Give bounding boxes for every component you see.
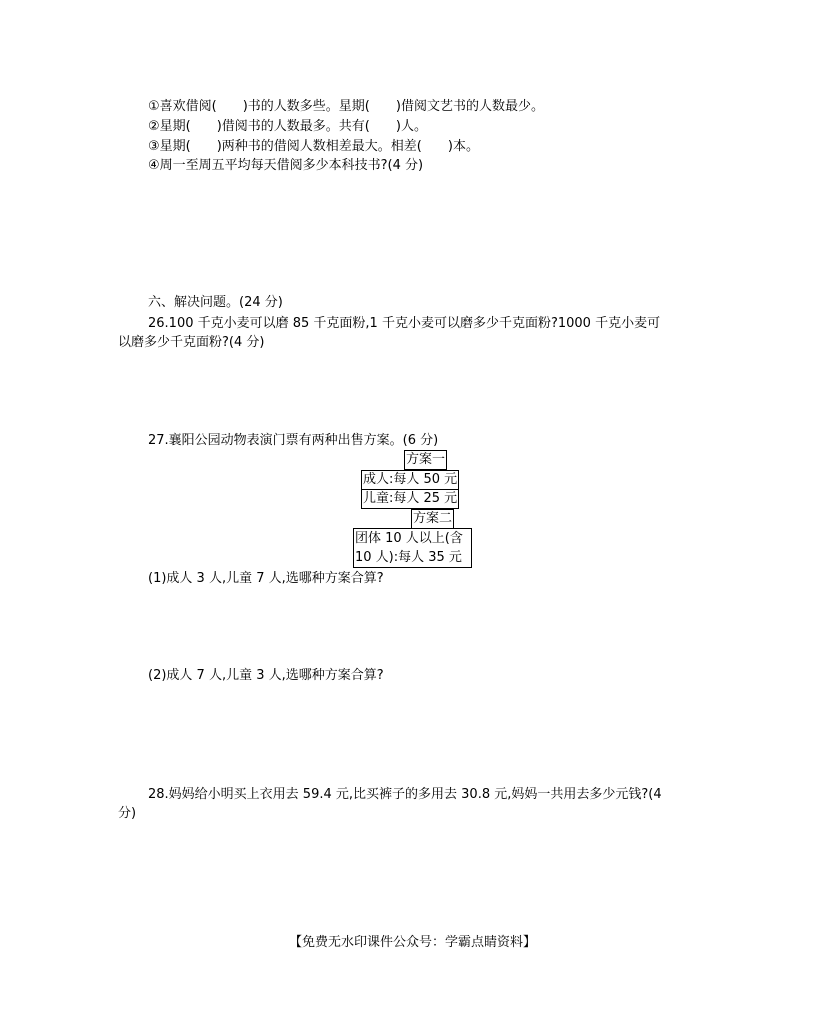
- plan-2-line-1: 团体 10 人以上(含: [355, 531, 463, 546]
- footer-text: 【免费无水印课件公众号：学霸点睛资料】: [288, 935, 536, 950]
- question-28-line-2: 分): [118, 806, 137, 821]
- question-28-line-1: 28.妈妈给小明买上衣用去 59.4 元,比买裤子的多用去 30.8 元,妈妈一共用去多少元钱?(4: [148, 787, 662, 802]
- question-26-line-2: 以磨多少千克面粉?(4 分): [118, 335, 265, 350]
- question-27-sub-1: (1)成人 3 人,儿童 7 人,选哪种方案合算?: [148, 571, 384, 586]
- plan-1-adult-box: 成人:每人 50 元: [361, 470, 459, 490]
- question-27-intro: 27.襄阳公园动物表演门票有两种出售方案。(6 分): [148, 433, 439, 448]
- plan-1-title-box: 方案一: [404, 450, 447, 470]
- plan-1-child-box: 儿童:每人 25 元: [361, 489, 459, 509]
- section-6-heading: 六、解决问题。(24 分): [148, 295, 283, 310]
- question-2: ②星期( )借阅书的人数最多。共有( )人。: [148, 119, 427, 134]
- plan-2-title: [411, 509, 454, 529]
- plan-1-adult: [361, 470, 459, 490]
- question-4: ④周一至周五平均每天借阅多少本科技书?(4 分): [148, 158, 424, 173]
- plan-2-line-2: 10 人):每人 35 元: [355, 550, 462, 565]
- question-26-line-1: 26.100 千克小麦可以磨 85 千克面粉,1 千克小麦可以磨多少千克面粉?1000 千克小麦可: [148, 316, 661, 331]
- question-3: ③星期( )两种书的借阅人数相差最大。相差( )本。: [148, 139, 479, 154]
- plan-1-child: [361, 489, 459, 509]
- plan-2-title-box: 方案二: [411, 509, 454, 529]
- question-1: ①喜欢借阅( )书的人数多些。星期( )借阅文艺书的人数最少。: [148, 99, 544, 114]
- plan-2-box: [353, 528, 472, 568]
- question-27-sub-2: (2)成人 7 人,儿童 3 人,选哪种方案合算?: [148, 668, 384, 683]
- plan-1-title: [404, 450, 447, 470]
